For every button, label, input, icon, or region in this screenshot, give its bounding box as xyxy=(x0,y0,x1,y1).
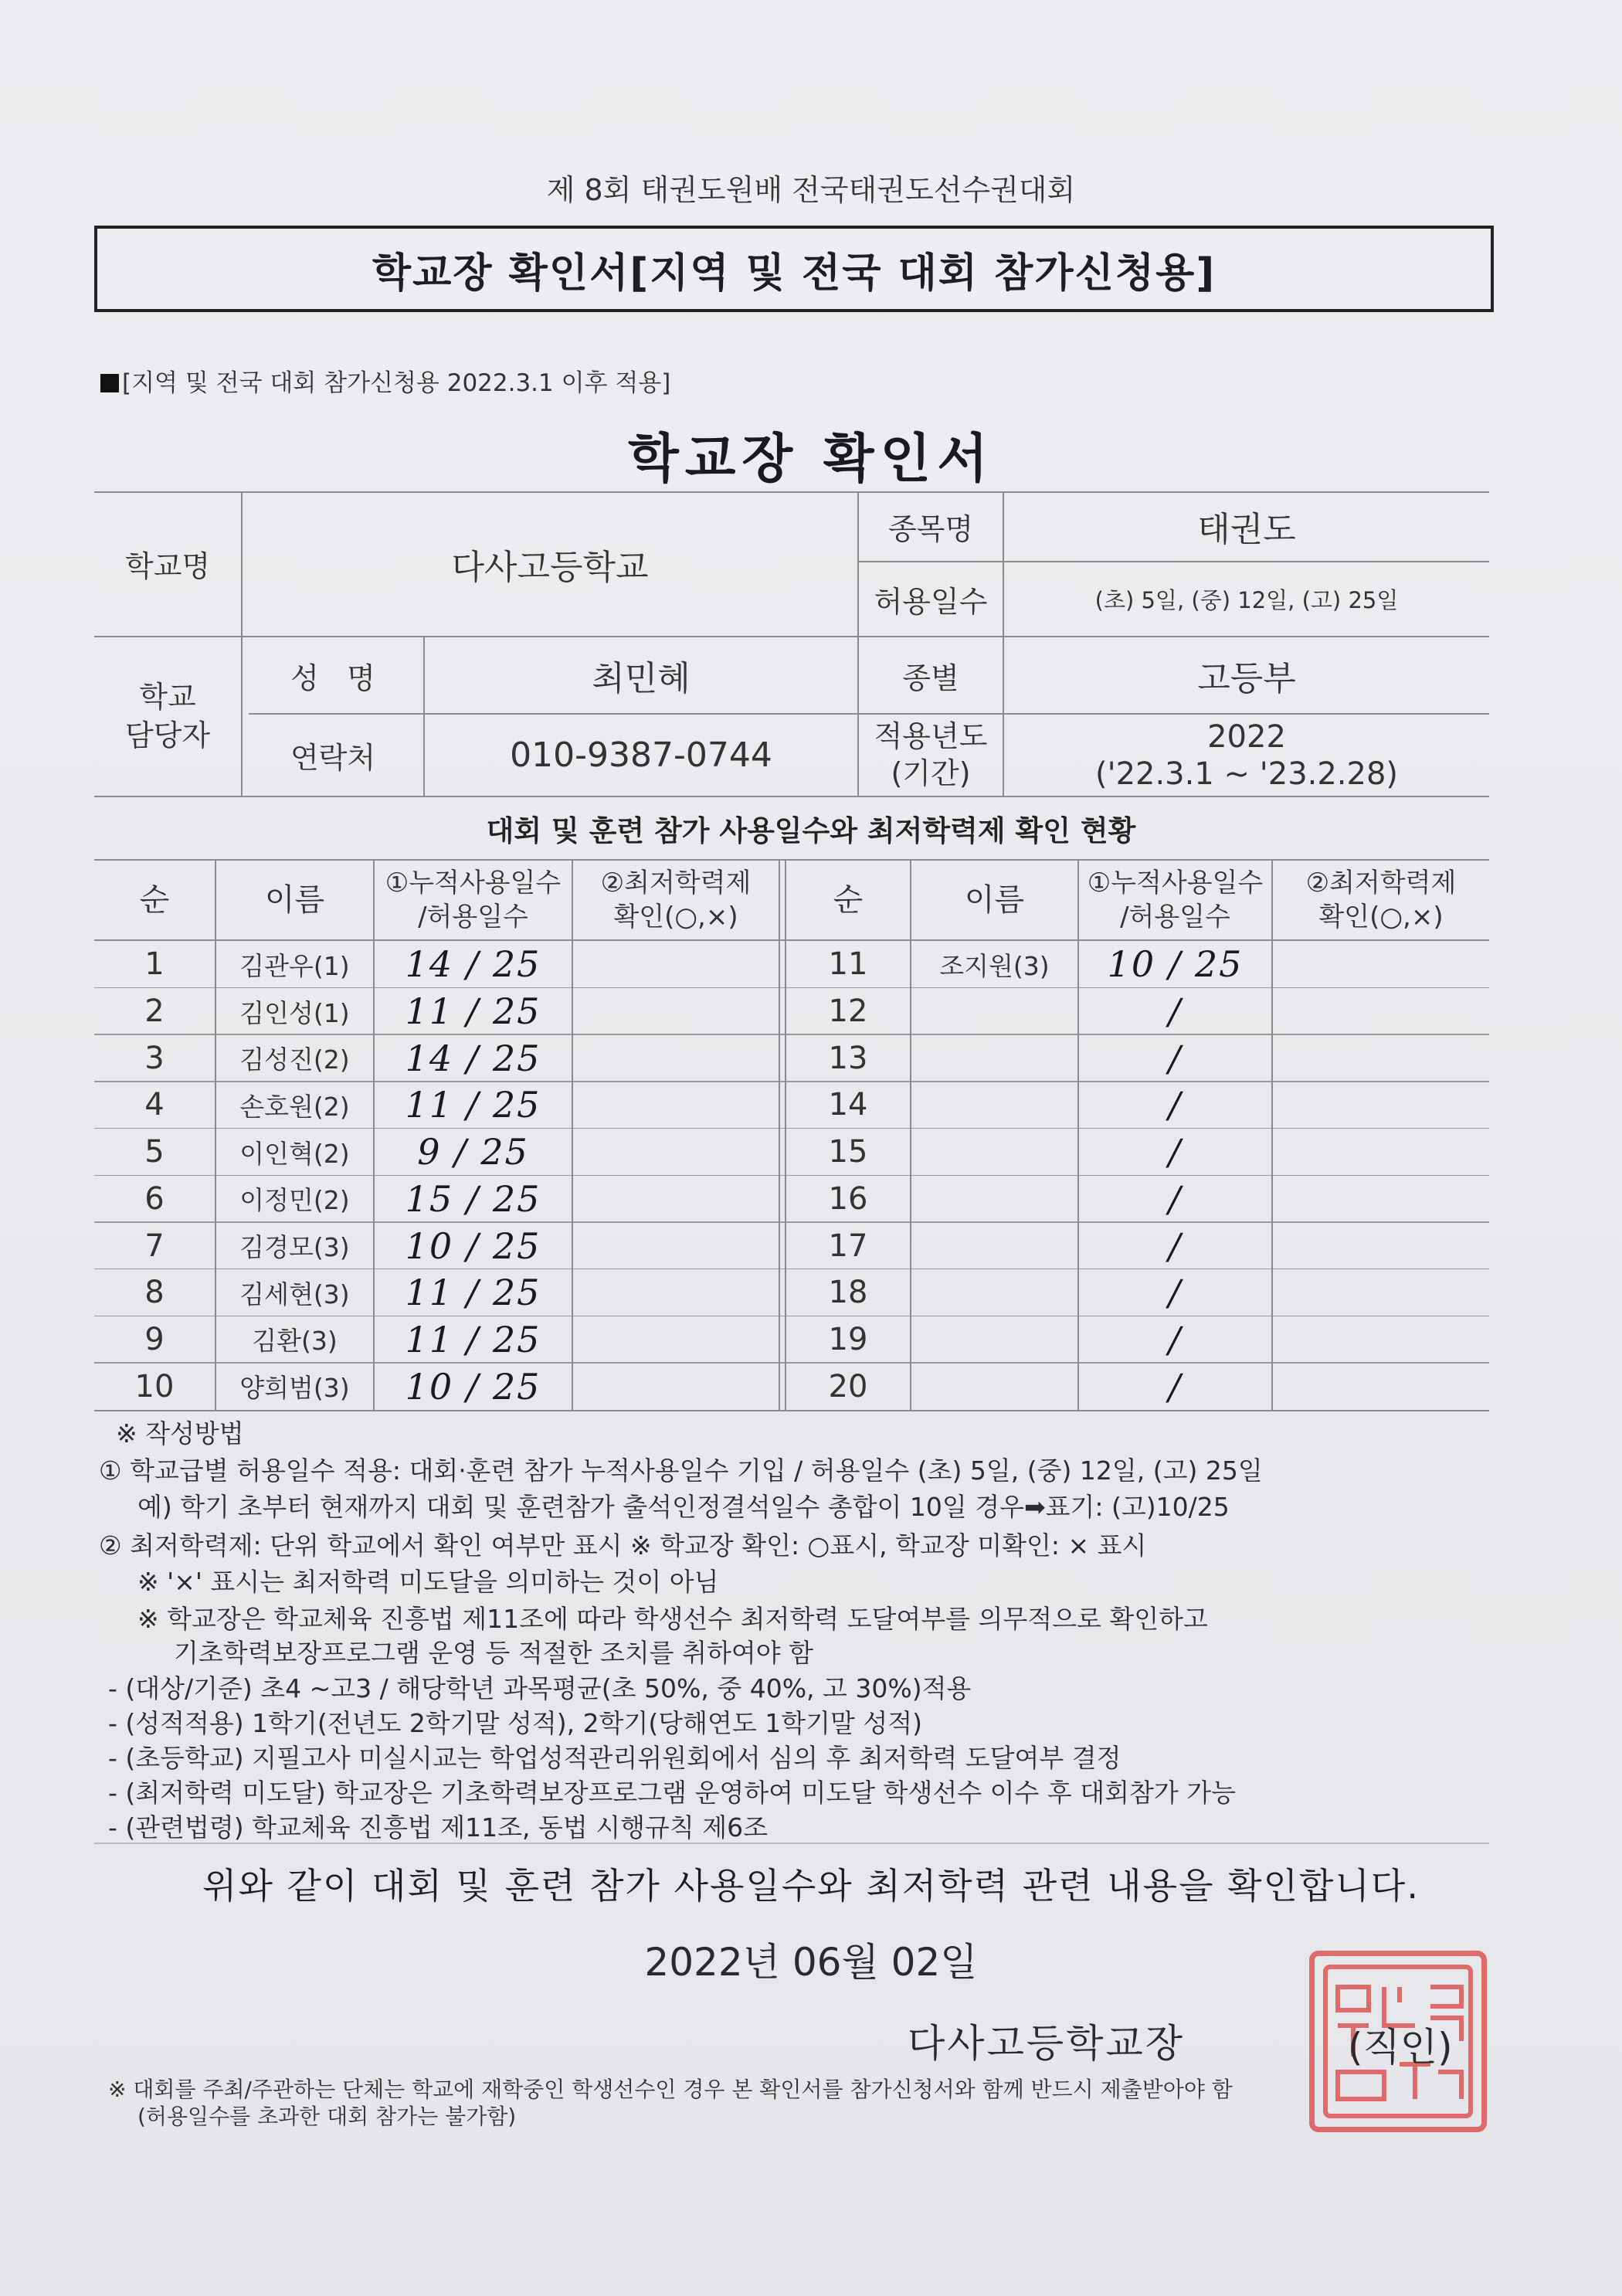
instruction-2: ② 최저학력제: 단위 학교에서 확인 여부만 표시 ※ 학교장 확인: ○표시, 학교장 미확인: × 표시 xyxy=(99,1530,1147,1561)
row-days-left: 11 / 25 xyxy=(405,1272,541,1314)
row-days-right: / xyxy=(1168,1365,1183,1408)
row-name-left: 김경모(3) xyxy=(239,1232,350,1263)
header-days-left-line2: /허용일수 xyxy=(418,902,528,932)
row-no-right: 11 xyxy=(828,946,868,983)
header-min-right xyxy=(1273,861,1489,939)
row-days-right: / xyxy=(1168,990,1183,1033)
school-label: 학교명 xyxy=(124,549,211,583)
document-date: 2022년 06월 02일 xyxy=(644,1940,978,1985)
row-no-left: 1 xyxy=(144,946,165,983)
row-min-check-left xyxy=(573,1082,779,1129)
row-name-right xyxy=(911,1269,1077,1316)
header-name-right: 이름 xyxy=(964,882,1025,918)
header-days-right-line2: /허용일수 xyxy=(1120,902,1230,932)
status-title: 대회 및 훈련 참가 사용일수와 최저학력제 확인 현황 xyxy=(486,814,1136,847)
row-days-left: 11 / 25 xyxy=(405,1084,541,1126)
instruction-2-note-3: 기초학력보장프로그램 운영 등 적절한 조치를 취하여야 함 xyxy=(174,1638,814,1668)
sport-label: 종목명 xyxy=(887,511,974,546)
row-name-right xyxy=(911,1129,1077,1176)
row-min-check-right xyxy=(1273,1222,1489,1269)
row-min-check-right xyxy=(1273,988,1489,1035)
applicability-note-text: [지역 및 전국 대회 참가신청용 2022.3.1 이후 적용] xyxy=(122,369,671,397)
row-days-left: 14 / 25 xyxy=(405,1037,541,1079)
row-min-check-left xyxy=(573,1176,779,1223)
row-no-right: 20 xyxy=(828,1368,868,1404)
row-min-check-left xyxy=(573,941,779,988)
year-value-line1: 2022 xyxy=(1207,718,1286,755)
row-name-left: 김성진(2) xyxy=(239,1044,350,1075)
row-name-right xyxy=(911,1034,1077,1082)
row-name-right xyxy=(911,1363,1077,1410)
row-min-check-right xyxy=(1273,1316,1489,1364)
instruction-target: - (대상/기준) 초4 ~고3 / 해당학년 과목평균(초 50%, 중 40%, 고 30%)적용 xyxy=(108,1673,972,1703)
row-no-left: 5 xyxy=(144,1134,165,1170)
row-days-left: 11 / 25 xyxy=(405,1318,541,1360)
row-days-left: 11 / 25 xyxy=(405,990,541,1033)
name-label: 성 명 xyxy=(290,661,375,695)
row-no-left: 2 xyxy=(144,993,165,1030)
row-min-check-left xyxy=(573,1129,779,1176)
row-name-right: 조지원(3) xyxy=(939,950,1050,981)
row-days-right: 10 / 25 xyxy=(1107,943,1244,986)
row-name-right xyxy=(911,1082,1077,1129)
row-min-check-left xyxy=(573,988,779,1035)
row-no-right: 19 xyxy=(828,1321,868,1357)
row-no-left: 6 xyxy=(144,1180,165,1217)
row-min-check-right xyxy=(1273,1269,1489,1316)
row-days-left: 14 / 25 xyxy=(405,943,541,986)
row-name-left: 양희범(3) xyxy=(239,1373,350,1404)
row-min-check-left xyxy=(573,1222,779,1269)
row-min-check-right xyxy=(1273,1363,1489,1410)
row-min-check-right xyxy=(1273,1129,1489,1176)
row-name-left: 이인혁(2) xyxy=(239,1138,350,1169)
row-no-right: 18 xyxy=(828,1275,868,1311)
manager-label-line1: 학교 xyxy=(139,680,196,715)
year-label-line1: 적용년도 xyxy=(874,719,988,753)
header-days-right xyxy=(1079,861,1271,939)
instruction-below-min: - (최저학력 미도달) 학교장은 기초학력보장프로그램 운영하여 미도달 학생선수 이수 후 대회참가 가능 xyxy=(108,1778,1237,1808)
row-min-check-right xyxy=(1273,1034,1489,1082)
header-min-left-line1: ②최저학력제 xyxy=(600,867,752,898)
division-label: 종별 xyxy=(902,661,959,695)
contact-value: 010-9387-0744 xyxy=(510,735,772,775)
manager-label xyxy=(94,637,241,796)
row-days-right: / xyxy=(1168,1272,1183,1314)
principal-name: 다사고등학교장 xyxy=(908,2021,1186,2066)
row-name-left: 손호원(2) xyxy=(239,1091,350,1122)
header-min-left-line2: 확인(○,×) xyxy=(613,902,738,932)
row-no-right: 16 xyxy=(828,1180,868,1217)
row-days-right: / xyxy=(1168,1318,1183,1360)
black-square-icon xyxy=(100,374,119,392)
row-no-right: 14 xyxy=(828,1087,868,1123)
row-name-right xyxy=(911,1176,1077,1223)
row-min-check-right xyxy=(1273,941,1489,988)
instruction-2-note-2: ※ 학교장은 학교체육 진흥법 제11조에 따라 학생선수 최저학력 도달여부를 의무적으로 확인하고 xyxy=(137,1604,1208,1634)
instruction-law: - (관련법령) 학교체육 진흥법 제11조, 동법 시행규칙 제6조 xyxy=(108,1812,768,1843)
header-days-right-line1: ①누적사용일수 xyxy=(1087,867,1264,898)
document-title: 학교장 확인서[지역 및 전국 대회 참가신청용] xyxy=(372,250,1216,297)
year-value xyxy=(1004,715,1489,796)
row-days-left: 10 / 25 xyxy=(405,1224,541,1267)
row-no-right: 12 xyxy=(828,993,868,1030)
row-min-check-left xyxy=(573,1034,779,1082)
row-no-left: 8 xyxy=(144,1275,165,1311)
row-no-right: 13 xyxy=(828,1040,868,1076)
row-min-check-left xyxy=(573,1363,779,1410)
row-no-right: 17 xyxy=(828,1228,868,1264)
row-no-left: 7 xyxy=(144,1228,165,1264)
instruction-2-note-1: ※ '×' 표시는 최저학력 미도달을 의미하는 것이 아님 xyxy=(137,1567,719,1597)
year-value-line2: ('22.3.1 ~ '23.2.28) xyxy=(1094,756,1399,792)
row-name-right xyxy=(911,1222,1077,1269)
header-no-right: 순 xyxy=(833,882,864,918)
header-min-left xyxy=(573,861,779,939)
manager-label-line2: 담당자 xyxy=(124,718,211,752)
footnote-2: (허용일수를 초과한 대회 참가는 불가함) xyxy=(137,2104,517,2129)
confirmation-statement: 위와 같이 대회 및 훈련 참가 사용일수와 최저학력 관련 내용을 확인합니다. xyxy=(202,1865,1420,1907)
seal-label: (직인) xyxy=(1348,2025,1453,2070)
year-label-line2: (기간) xyxy=(891,756,971,790)
event-title: 제 8회 태권도원배 전국태권도선수권대회 xyxy=(546,173,1076,207)
row-days-right: / xyxy=(1168,1224,1183,1267)
row-days-right: / xyxy=(1168,1131,1183,1173)
header-min-right-line2: 확인(○,×) xyxy=(1318,902,1444,932)
row-name-right xyxy=(911,988,1077,1035)
allowed-days-label: 허용일수 xyxy=(874,585,988,619)
row-no-left: 3 xyxy=(144,1040,165,1076)
instruction-1-example: 예) 학기 초부터 현재까지 대회 및 훈련참가 출석인정결석일수 총합이 10일 경우➡표기: (고)10/25 xyxy=(137,1492,1230,1522)
form-title: 학교장 확인서 xyxy=(628,429,994,490)
row-name-left: 김관우(1) xyxy=(239,950,350,981)
year-label xyxy=(859,715,1003,796)
document-title-box xyxy=(94,226,1494,312)
allowed-days-value: (초) 5일, (중) 12일, (고) 25일 xyxy=(1094,587,1399,613)
row-no-left: 4 xyxy=(144,1087,165,1123)
row-name-left: 김인성(1) xyxy=(239,997,350,1028)
instructions-heading: ※ 작성방법 xyxy=(116,1418,244,1449)
header-name-left: 이름 xyxy=(264,882,325,918)
row-days-right: / xyxy=(1168,1177,1183,1220)
row-name-left: 김세현(3) xyxy=(239,1279,350,1309)
row-no-right: 15 xyxy=(828,1134,868,1170)
row-no-left: 10 xyxy=(134,1368,175,1404)
footnote-1: ※ 대회를 주최/주관하는 단체는 학교에 재학중인 학생선수인 경우 본 확인서를 참가신청서와 함께 반드시 제출받아야 함 xyxy=(108,2077,1233,2102)
row-name-left: 이정민(2) xyxy=(239,1185,350,1216)
row-min-check-right xyxy=(1273,1176,1489,1223)
instruction-elementary: - (초등학교) 지필고사 미실시교는 학업성적관리위원회에서 심의 후 최저학력 도달여부 결정 xyxy=(108,1743,1121,1773)
instruction-1: ① 학교급별 허용일수 적용: 대회·훈련 참가 누적사용일수 기입 / 허용일수 (초) 5일, (중) 12일, (고) 25일 xyxy=(99,1455,1263,1486)
header-days-left-line1: ①누적사용일수 xyxy=(385,867,562,898)
row-no-left: 9 xyxy=(144,1321,165,1357)
row-days-left: 9 / 25 xyxy=(417,1131,529,1173)
row-min-check-left xyxy=(573,1269,779,1316)
instruction-grades: - (성적적용) 1학기(전년도 2학기말 성적), 2학기(당해연도 1학기말 성적) xyxy=(108,1708,923,1738)
row-days-left: 15 / 25 xyxy=(405,1177,541,1220)
header-no-left: 순 xyxy=(139,882,170,918)
applicability-note xyxy=(100,363,670,398)
name-value: 최민혜 xyxy=(592,659,691,698)
row-min-check-right xyxy=(1273,1082,1489,1129)
contact-label: 연락처 xyxy=(290,741,376,775)
row-name-left: 김환(3) xyxy=(252,1326,338,1357)
row-name-right xyxy=(911,1316,1077,1364)
row-min-check-left xyxy=(573,1316,779,1364)
row-days-left: 10 / 25 xyxy=(405,1365,541,1408)
header-days-left xyxy=(375,861,572,939)
header-min-right-line1: ②최저학력제 xyxy=(1305,867,1457,898)
division-value: 고등부 xyxy=(1197,659,1296,698)
row-days-right: / xyxy=(1168,1037,1183,1079)
school-value: 다사고등학교 xyxy=(451,547,649,587)
row-days-right: / xyxy=(1168,1084,1183,1126)
sport-value: 태권도 xyxy=(1197,510,1296,549)
